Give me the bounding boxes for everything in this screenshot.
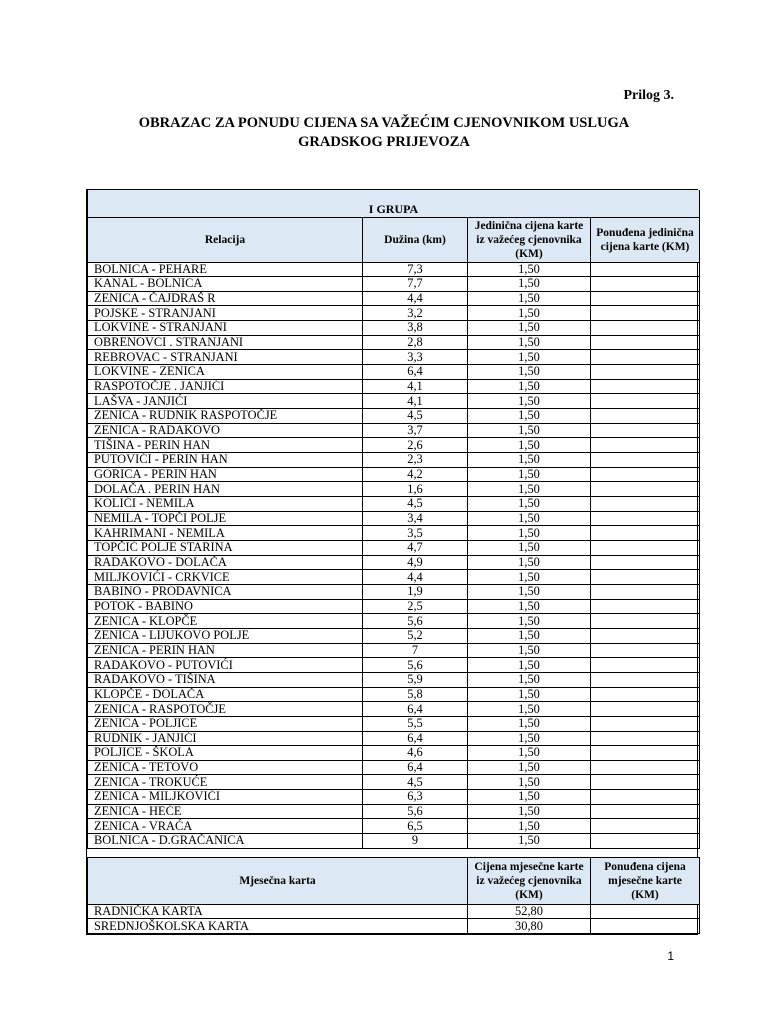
ponudjena-cell[interactable] bbox=[591, 731, 700, 746]
document-title bbox=[0, 114, 768, 152]
table-row bbox=[88, 335, 700, 350]
table-row bbox=[88, 277, 700, 292]
table-row bbox=[88, 262, 700, 277]
relacija-cell: TOPČIĆ POLJE STARINA bbox=[88, 540, 363, 555]
col-ponudjena: Ponuđena jedinična cijena karte (KM) bbox=[591, 217, 700, 262]
table-row bbox=[88, 526, 700, 541]
duzina-cell: 3,8 bbox=[363, 321, 468, 336]
ponudjena-cell[interactable] bbox=[591, 584, 700, 599]
relacija-cell: PUTOVIĆI - PERIN HAN bbox=[88, 453, 363, 468]
table-row bbox=[88, 731, 700, 746]
table-spacer bbox=[88, 848, 700, 857]
ponudjena-cell[interactable] bbox=[591, 804, 700, 819]
ponudjena-cell[interactable] bbox=[591, 482, 700, 497]
relacija-cell: BOLNICA - PEHARE bbox=[88, 262, 363, 277]
ponudjena-cell[interactable] bbox=[591, 643, 700, 658]
table-row bbox=[88, 599, 700, 614]
duzina-cell: 3,5 bbox=[363, 526, 468, 541]
duzina-cell: 5,2 bbox=[363, 628, 468, 643]
relacija-cell: ZENICA - TETOVO bbox=[88, 760, 363, 775]
relacija-cell: ZENICA - ČAJDRAŠ R bbox=[88, 291, 363, 306]
cijena-cell: 1,50 bbox=[468, 453, 591, 468]
table-row bbox=[88, 614, 700, 629]
table-row bbox=[88, 438, 700, 453]
relacija-cell: TIŠINA - PERIN HAN bbox=[88, 438, 363, 453]
monthly-rows bbox=[88, 904, 700, 933]
cijena-cell: 1,50 bbox=[468, 497, 591, 512]
relacija-cell: DOLAČA . PERIN HAN bbox=[88, 482, 363, 497]
ponudjena-cell[interactable] bbox=[591, 365, 700, 380]
relacija-cell: ZENICA - MILJKOVIĆI bbox=[88, 790, 363, 805]
karta-cell: RADNIČKA KARTA bbox=[88, 904, 468, 919]
duzina-cell: 5,8 bbox=[363, 687, 468, 702]
ponudjena-cell[interactable] bbox=[591, 291, 700, 306]
relacija-cell: RADAKOVO - PUTOVIĆI bbox=[88, 658, 363, 673]
relacija-cell: KOLIĆI - NEMILA bbox=[88, 497, 363, 512]
duzina-cell: 4,2 bbox=[363, 467, 468, 482]
mjesecna-cijena-cell: 30,80 bbox=[468, 919, 591, 934]
cijena-cell: 1,50 bbox=[468, 526, 591, 541]
relacija-cell: RASPOTOČJE . JANJIĆI bbox=[88, 379, 363, 394]
duzina-cell: 6,5 bbox=[363, 819, 468, 834]
table-row bbox=[88, 511, 700, 526]
attachment-label: Prilog 3. bbox=[623, 88, 674, 103]
duzina-cell: 6,4 bbox=[363, 760, 468, 775]
table-row bbox=[88, 467, 700, 482]
table-row bbox=[88, 570, 700, 585]
duzina-cell: 1,6 bbox=[363, 482, 468, 497]
duzina-cell: 5,6 bbox=[363, 658, 468, 673]
relacija-cell: KLOPČE - DOLAČA bbox=[88, 687, 363, 702]
col-relacija: Relacija bbox=[88, 217, 363, 262]
ponudjena-cell[interactable] bbox=[591, 614, 700, 629]
table-row bbox=[88, 350, 700, 365]
duzina-cell: 6,4 bbox=[363, 365, 468, 380]
price-table bbox=[86, 189, 698, 935]
table-row bbox=[88, 746, 700, 761]
ponudjena-cell[interactable] bbox=[591, 687, 700, 702]
ponudjena-cell[interactable] bbox=[591, 526, 700, 541]
cijena-cell: 1,50 bbox=[468, 687, 591, 702]
ponudjena-cell[interactable] bbox=[591, 716, 700, 731]
duzina-cell: 4,1 bbox=[363, 394, 468, 409]
relacija-cell: ZENICA - PERIN HAN bbox=[88, 643, 363, 658]
table-row bbox=[88, 540, 700, 555]
cijena-cell: 1,50 bbox=[468, 658, 591, 673]
relacija-cell: ZENICA - HEĆE bbox=[88, 804, 363, 819]
duzina-cell: 3,3 bbox=[363, 350, 468, 365]
cijena-cell: 1,50 bbox=[468, 423, 591, 438]
cijena-cell: 1,50 bbox=[468, 628, 591, 643]
cijena-cell: 1,50 bbox=[468, 306, 591, 321]
col-duzina: Dužina (km) bbox=[363, 217, 468, 262]
duzina-cell: 7,7 bbox=[363, 277, 468, 292]
relacija-cell: BOLNICA - D.GRAČANICA bbox=[88, 834, 363, 849]
cijena-cell: 1,50 bbox=[468, 804, 591, 819]
relacija-cell: ZENICA - KLOPČE bbox=[88, 614, 363, 629]
duzina-cell: 2,8 bbox=[363, 335, 468, 350]
ponudjena-cell[interactable] bbox=[591, 379, 700, 394]
table-row bbox=[88, 658, 700, 673]
ponudjena-cell[interactable] bbox=[591, 335, 700, 350]
cijena-cell: 1,50 bbox=[468, 614, 591, 629]
table-row bbox=[88, 453, 700, 468]
relacija-cell: RADAKOVO - DOLAČA bbox=[88, 555, 363, 570]
cijena-cell: 1,50 bbox=[468, 291, 591, 306]
ponudjena-cell[interactable] bbox=[591, 262, 700, 277]
page-number: 1 bbox=[667, 949, 674, 963]
relacija-cell: ZENICA - RADAKOVO bbox=[88, 423, 363, 438]
table-row bbox=[88, 672, 700, 687]
cijena-cell: 1,50 bbox=[468, 599, 591, 614]
relacija-cell: ZENICA - RUDNIK RASPOTOČJE bbox=[88, 409, 363, 424]
table-row bbox=[88, 628, 700, 643]
ponudjena-cell[interactable] bbox=[591, 599, 700, 614]
duzina-cell: 4,6 bbox=[363, 746, 468, 761]
table-row bbox=[88, 819, 700, 834]
ponudjena-cell[interactable] bbox=[591, 321, 700, 336]
duzina-cell: 5,6 bbox=[363, 804, 468, 819]
mjesecna-ponudjena-cell[interactable] bbox=[591, 919, 700, 934]
duzina-cell: 4,4 bbox=[363, 570, 468, 585]
ponudjena-cell[interactable] bbox=[591, 350, 700, 365]
col-mjesecna-ponudjena: Ponuđena cijena mjesečne karte (KM) bbox=[591, 857, 700, 904]
duzina-cell: 3,2 bbox=[363, 306, 468, 321]
cijena-cell: 1,50 bbox=[468, 834, 591, 849]
duzina-cell: 2,5 bbox=[363, 599, 468, 614]
duzina-cell: 9 bbox=[363, 834, 468, 849]
cijena-cell: 1,50 bbox=[468, 365, 591, 380]
cijena-cell: 1,50 bbox=[468, 438, 591, 453]
duzina-cell: 6,4 bbox=[363, 731, 468, 746]
table-row bbox=[88, 643, 700, 658]
cijena-cell: 1,50 bbox=[468, 277, 591, 292]
duzina-cell: 6,3 bbox=[363, 790, 468, 805]
table-row bbox=[88, 687, 700, 702]
relacija-cell: ZENICA - VRAĆA bbox=[88, 819, 363, 834]
ponudjena-cell[interactable] bbox=[591, 570, 700, 585]
ponudjena-cell[interactable] bbox=[591, 628, 700, 643]
table-row bbox=[88, 379, 700, 394]
cijena-cell: 1,50 bbox=[468, 540, 591, 555]
ponudjena-cell[interactable] bbox=[591, 790, 700, 805]
ponudjena-cell[interactable] bbox=[591, 834, 700, 849]
table-row bbox=[88, 702, 700, 717]
table-row bbox=[88, 584, 700, 599]
table-row bbox=[88, 716, 700, 731]
duzina-cell: 4,9 bbox=[363, 555, 468, 570]
relacija-cell: MILJKOVIĆI - CRKVICE bbox=[88, 570, 363, 585]
cijena-cell: 1,50 bbox=[468, 760, 591, 775]
cijena-cell: 1,50 bbox=[468, 819, 591, 834]
col-cijena: Jedinična cijena karte iz važećeg cjenovnika (KM) bbox=[468, 217, 591, 262]
duzina-cell: 1,9 bbox=[363, 584, 468, 599]
table-row bbox=[88, 804, 700, 819]
ponudjena-cell[interactable] bbox=[591, 306, 700, 321]
ponudjena-cell[interactable] bbox=[591, 672, 700, 687]
relacija-cell: ZENICA - POLJICE bbox=[88, 716, 363, 731]
cijena-cell: 1,50 bbox=[468, 321, 591, 336]
ponudjena-cell[interactable] bbox=[591, 394, 700, 409]
cijena-cell: 1,50 bbox=[468, 746, 591, 761]
cijena-cell: 1,50 bbox=[468, 643, 591, 658]
table-row bbox=[88, 904, 700, 919]
table-row bbox=[88, 760, 700, 775]
table-row bbox=[88, 409, 700, 424]
duzina-cell: 4,5 bbox=[363, 497, 468, 512]
cijena-cell: 1,50 bbox=[468, 262, 591, 277]
ponudjena-cell[interactable] bbox=[591, 702, 700, 717]
relacija-cell: ZENICA - TROKUĆE bbox=[88, 775, 363, 790]
cijena-cell: 1,50 bbox=[468, 482, 591, 497]
table-row bbox=[88, 306, 700, 321]
duzina-cell: 7,3 bbox=[363, 262, 468, 277]
cijena-cell: 1,50 bbox=[468, 775, 591, 790]
title-line-1: OBRAZAC ZA PONUDU CIJENA SA VAŽEĆIM CJENOVNIKOM USLUGA bbox=[138, 115, 630, 131]
cijena-cell: 1,50 bbox=[468, 379, 591, 394]
ponudjena-cell[interactable] bbox=[591, 760, 700, 775]
table-row bbox=[88, 919, 700, 934]
ponudjena-cell[interactable] bbox=[591, 658, 700, 673]
duzina-cell: 4,1 bbox=[363, 379, 468, 394]
cijena-cell: 1,50 bbox=[468, 467, 591, 482]
ponudjena-cell[interactable] bbox=[591, 511, 700, 526]
relacija-cell: LAŠVA - JANJIĆI bbox=[88, 394, 363, 409]
cijena-cell: 1,50 bbox=[468, 584, 591, 599]
relacija-cell: POTOK - BABINO bbox=[88, 599, 363, 614]
cijena-cell: 1,50 bbox=[468, 731, 591, 746]
ponudjena-cell[interactable] bbox=[591, 423, 700, 438]
duzina-cell: 5,9 bbox=[363, 672, 468, 687]
table-row bbox=[88, 497, 700, 512]
table-row bbox=[88, 423, 700, 438]
group-title: I GRUPA bbox=[88, 190, 700, 217]
duzina-cell: 4,5 bbox=[363, 409, 468, 424]
duzina-cell: 4,5 bbox=[363, 775, 468, 790]
cijena-cell: 1,50 bbox=[468, 672, 591, 687]
ponudjena-cell[interactable] bbox=[591, 467, 700, 482]
relacija-cell: ZENICA - RASPOTOČJE bbox=[88, 702, 363, 717]
relacija-cell: GORICA - PERIN HAN bbox=[88, 467, 363, 482]
cijena-cell: 1,50 bbox=[468, 511, 591, 526]
ponudjena-cell[interactable] bbox=[591, 438, 700, 453]
ponudjena-cell[interactable] bbox=[591, 277, 700, 292]
relacija-cell: LOKVINE - ZENICA bbox=[88, 365, 363, 380]
ponudjena-cell[interactable] bbox=[591, 497, 700, 512]
col-mjesecna-karta: Mjesečna karta bbox=[88, 857, 468, 904]
cijena-cell: 1,50 bbox=[468, 790, 591, 805]
duzina-cell: 7 bbox=[363, 643, 468, 658]
duzina-cell: 6,4 bbox=[363, 702, 468, 717]
cijena-cell: 1,50 bbox=[468, 555, 591, 570]
cijena-cell: 1,50 bbox=[468, 702, 591, 717]
table-row bbox=[88, 482, 700, 497]
karta-cell: SREDNJOŠKOLSKA KARTA bbox=[88, 919, 468, 934]
duzina-cell: 4,4 bbox=[363, 291, 468, 306]
col-mjesecna-cijena: Cijena mjesečne karte iz važećeg cjenovnika (KM) bbox=[468, 857, 591, 904]
table-row bbox=[88, 834, 700, 849]
duzina-cell: 3,4 bbox=[363, 511, 468, 526]
relacija-cell: KANAL - BOLNICA bbox=[88, 277, 363, 292]
relacija-cell: BABINO - PRODAVNICA bbox=[88, 584, 363, 599]
relacija-cell: RUDNIK - JANJIĆI bbox=[88, 731, 363, 746]
relacija-cell: NEMILA - TOPČI POLJE bbox=[88, 511, 363, 526]
relacija-cell: OBRENOVCI . STRANJANI bbox=[88, 335, 363, 350]
duzina-cell: 3,7 bbox=[363, 423, 468, 438]
relacija-cell: POJSKE - STRANJANI bbox=[88, 306, 363, 321]
ponudjena-cell[interactable] bbox=[591, 409, 700, 424]
relacija-cell: ZENICA - LIJUKOVO POLJE bbox=[88, 628, 363, 643]
ponudjena-cell[interactable] bbox=[591, 819, 700, 834]
ponudjena-cell[interactable] bbox=[591, 540, 700, 555]
group-rows bbox=[88, 262, 700, 848]
ponudjena-cell[interactable] bbox=[591, 453, 700, 468]
relacija-cell: LOKVINE - STRANJANI bbox=[88, 321, 363, 336]
relacija-cell: POLJICE - ŠKOLA bbox=[88, 746, 363, 761]
table-row bbox=[88, 775, 700, 790]
duzina-cell: 2,3 bbox=[363, 453, 468, 468]
cijena-cell: 1,50 bbox=[468, 716, 591, 731]
mjesecna-ponudjena-cell[interactable] bbox=[591, 904, 700, 919]
table-row bbox=[88, 365, 700, 380]
relacija-cell: RADAKOVO - TIŠINA bbox=[88, 672, 363, 687]
ponudjena-cell[interactable] bbox=[591, 555, 700, 570]
ponudjena-cell[interactable] bbox=[591, 746, 700, 761]
table-row bbox=[88, 321, 700, 336]
cijena-cell: 1,50 bbox=[468, 394, 591, 409]
cijena-cell: 1,50 bbox=[468, 409, 591, 424]
relacija-cell: REBROVAC - STRANJANI bbox=[88, 350, 363, 365]
cijena-cell: 1,50 bbox=[468, 350, 591, 365]
cijena-cell: 1,50 bbox=[468, 570, 591, 585]
table-row bbox=[88, 555, 700, 570]
duzina-cell: 5,6 bbox=[363, 614, 468, 629]
duzina-cell: 5,5 bbox=[363, 716, 468, 731]
table-row bbox=[88, 790, 700, 805]
cijena-cell: 1,50 bbox=[468, 335, 591, 350]
duzina-cell: 2,6 bbox=[363, 438, 468, 453]
title-line-2: GRADSKOG PRIJEVOZA bbox=[298, 134, 470, 150]
relacija-cell: KAHRIMANI - NEMILA bbox=[88, 526, 363, 541]
mjesecna-cijena-cell: 52,80 bbox=[468, 904, 591, 919]
duzina-cell: 4,7 bbox=[363, 540, 468, 555]
ponudjena-cell[interactable] bbox=[591, 775, 700, 790]
table-row bbox=[88, 394, 700, 409]
table-row bbox=[88, 291, 700, 306]
